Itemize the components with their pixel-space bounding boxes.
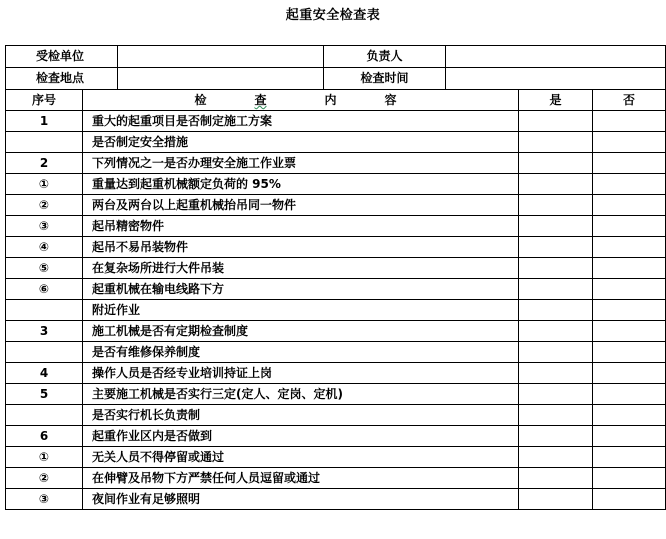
table-row	[6, 489, 666, 510]
table-row	[6, 195, 666, 216]
row-number	[6, 405, 83, 426]
yes-check-cell[interactable]	[519, 216, 593, 237]
no-check-cell[interactable]	[593, 300, 666, 321]
row-content: 操作人员是否经专业培训持证上岗	[83, 363, 519, 384]
yes-check-cell[interactable]	[519, 279, 593, 300]
row-number: 1	[6, 111, 83, 132]
table-row	[6, 321, 666, 342]
col-header-no-answer: 否	[593, 90, 666, 111]
time-value-cell[interactable]	[446, 68, 666, 90]
no-check-cell[interactable]	[593, 342, 666, 363]
row-content: 是否有维修保养制度	[83, 342, 519, 363]
table-row	[6, 111, 666, 132]
no-check-cell[interactable]	[593, 237, 666, 258]
no-check-cell[interactable]	[593, 153, 666, 174]
row-number: 6	[6, 426, 83, 447]
yes-check-cell[interactable]	[519, 237, 593, 258]
no-check-cell[interactable]	[593, 132, 666, 153]
row-content: 施工机械是否有定期检查制度	[83, 321, 519, 342]
yes-check-cell[interactable]	[519, 405, 593, 426]
row-number: ③	[6, 216, 83, 237]
yes-check-cell[interactable]	[519, 426, 593, 447]
row-number	[6, 132, 83, 153]
row-content: 主要施工机械是否实行三定(定人、定岗、定机)	[83, 384, 519, 405]
row-number: ④	[6, 237, 83, 258]
yes-check-cell[interactable]	[519, 363, 593, 384]
table-row	[6, 363, 666, 384]
yes-check-cell[interactable]	[519, 321, 593, 342]
row-number: ③	[6, 489, 83, 510]
yes-check-cell[interactable]	[519, 300, 593, 321]
time-label: 检查时间	[324, 68, 446, 90]
row-content: 重大的起重项目是否制定施工方案	[83, 111, 519, 132]
table-row	[6, 468, 666, 489]
row-number: ①	[6, 447, 83, 468]
table-row	[6, 258, 666, 279]
row-content: 起重机械在输电线路下方	[83, 279, 519, 300]
no-check-cell[interactable]	[593, 111, 666, 132]
no-check-cell[interactable]	[593, 258, 666, 279]
row-number: ⑥	[6, 279, 83, 300]
row-number: 3	[6, 321, 83, 342]
inspection-table	[5, 45, 666, 510]
col-header-content-part: 容	[384, 93, 397, 107]
table-row	[6, 300, 666, 321]
no-check-cell[interactable]	[593, 426, 666, 447]
person-value-cell[interactable]	[446, 46, 666, 68]
row-number: 4	[6, 363, 83, 384]
table-row	[6, 216, 666, 237]
no-check-cell[interactable]	[593, 195, 666, 216]
no-check-cell[interactable]	[593, 174, 666, 195]
no-check-cell[interactable]	[593, 321, 666, 342]
row-content: 无关人员不得停留或通过	[83, 447, 519, 468]
row-content: 附近作业	[83, 300, 519, 321]
yes-check-cell[interactable]	[519, 153, 593, 174]
unit-label: 受检单位	[6, 46, 118, 68]
row-content: 起吊精密物件	[83, 216, 519, 237]
col-header-content-part: 检	[194, 93, 207, 107]
place-label: 检查地点	[6, 68, 118, 90]
yes-check-cell[interactable]	[519, 195, 593, 216]
table-row	[6, 426, 666, 447]
row-content: 起吊不易吊装物件	[83, 237, 519, 258]
table-row	[6, 279, 666, 300]
col-header-yes: 是	[519, 90, 593, 111]
col-header-no: 序号	[6, 90, 83, 111]
row-number: ②	[6, 468, 83, 489]
table-row	[6, 384, 666, 405]
row-number: ①	[6, 174, 83, 195]
row-content: 夜间作业有足够照明	[83, 489, 519, 510]
table-row	[6, 132, 666, 153]
row-content: 重量达到起重机械额定负荷的 95%	[83, 174, 519, 195]
yes-check-cell[interactable]	[519, 447, 593, 468]
page-title: 起重安全检查表	[285, 8, 381, 23]
table-row	[6, 153, 666, 174]
no-check-cell[interactable]	[593, 384, 666, 405]
col-header-content-part: 内	[324, 93, 337, 107]
unit-value-cell[interactable]	[118, 46, 324, 68]
row-number: 2	[6, 153, 83, 174]
yes-check-cell[interactable]	[519, 468, 593, 489]
no-check-cell[interactable]	[593, 447, 666, 468]
row-number: 5	[6, 384, 83, 405]
row-content: 是否实行机长负责制	[83, 405, 519, 426]
col-header-content	[83, 90, 519, 111]
place-value-cell[interactable]	[118, 68, 324, 90]
row-content: 两台及两台以上起重机械抬吊同一物件	[83, 195, 519, 216]
table-row	[6, 237, 666, 258]
person-label: 负责人	[324, 46, 446, 68]
no-check-cell[interactable]	[593, 468, 666, 489]
yes-check-cell[interactable]	[519, 174, 593, 195]
no-check-cell[interactable]	[593, 405, 666, 426]
no-check-cell[interactable]	[593, 216, 666, 237]
yes-check-cell[interactable]	[519, 132, 593, 153]
no-check-cell[interactable]	[593, 279, 666, 300]
row-content: 下列情况之一是否办理安全施工作业票	[83, 153, 519, 174]
yes-check-cell[interactable]	[519, 384, 593, 405]
row-number: ②	[6, 195, 83, 216]
header-row-place	[6, 68, 666, 90]
yes-check-cell[interactable]	[519, 489, 593, 510]
no-check-cell[interactable]	[593, 489, 666, 510]
yes-check-cell[interactable]	[519, 258, 593, 279]
col-header-content-part: 查	[254, 93, 267, 107]
row-content: 在复杂场所进行大件吊装	[83, 258, 519, 279]
row-number: ⑤	[6, 258, 83, 279]
column-header-row	[6, 90, 666, 111]
table-row	[6, 405, 666, 426]
table-row	[6, 174, 666, 195]
no-check-cell[interactable]	[593, 363, 666, 384]
header-row-unit	[6, 46, 666, 68]
row-number	[6, 342, 83, 363]
row-number	[6, 300, 83, 321]
row-content: 起重作业区内是否做到	[83, 426, 519, 447]
table-row	[6, 342, 666, 363]
row-content: 是否制定安全措施	[83, 132, 519, 153]
yes-check-cell[interactable]	[519, 342, 593, 363]
row-content: 在伸臂及吊物下方严禁任何人员逗留或通过	[83, 468, 519, 489]
yes-check-cell[interactable]	[519, 111, 593, 132]
table-row	[6, 447, 666, 468]
